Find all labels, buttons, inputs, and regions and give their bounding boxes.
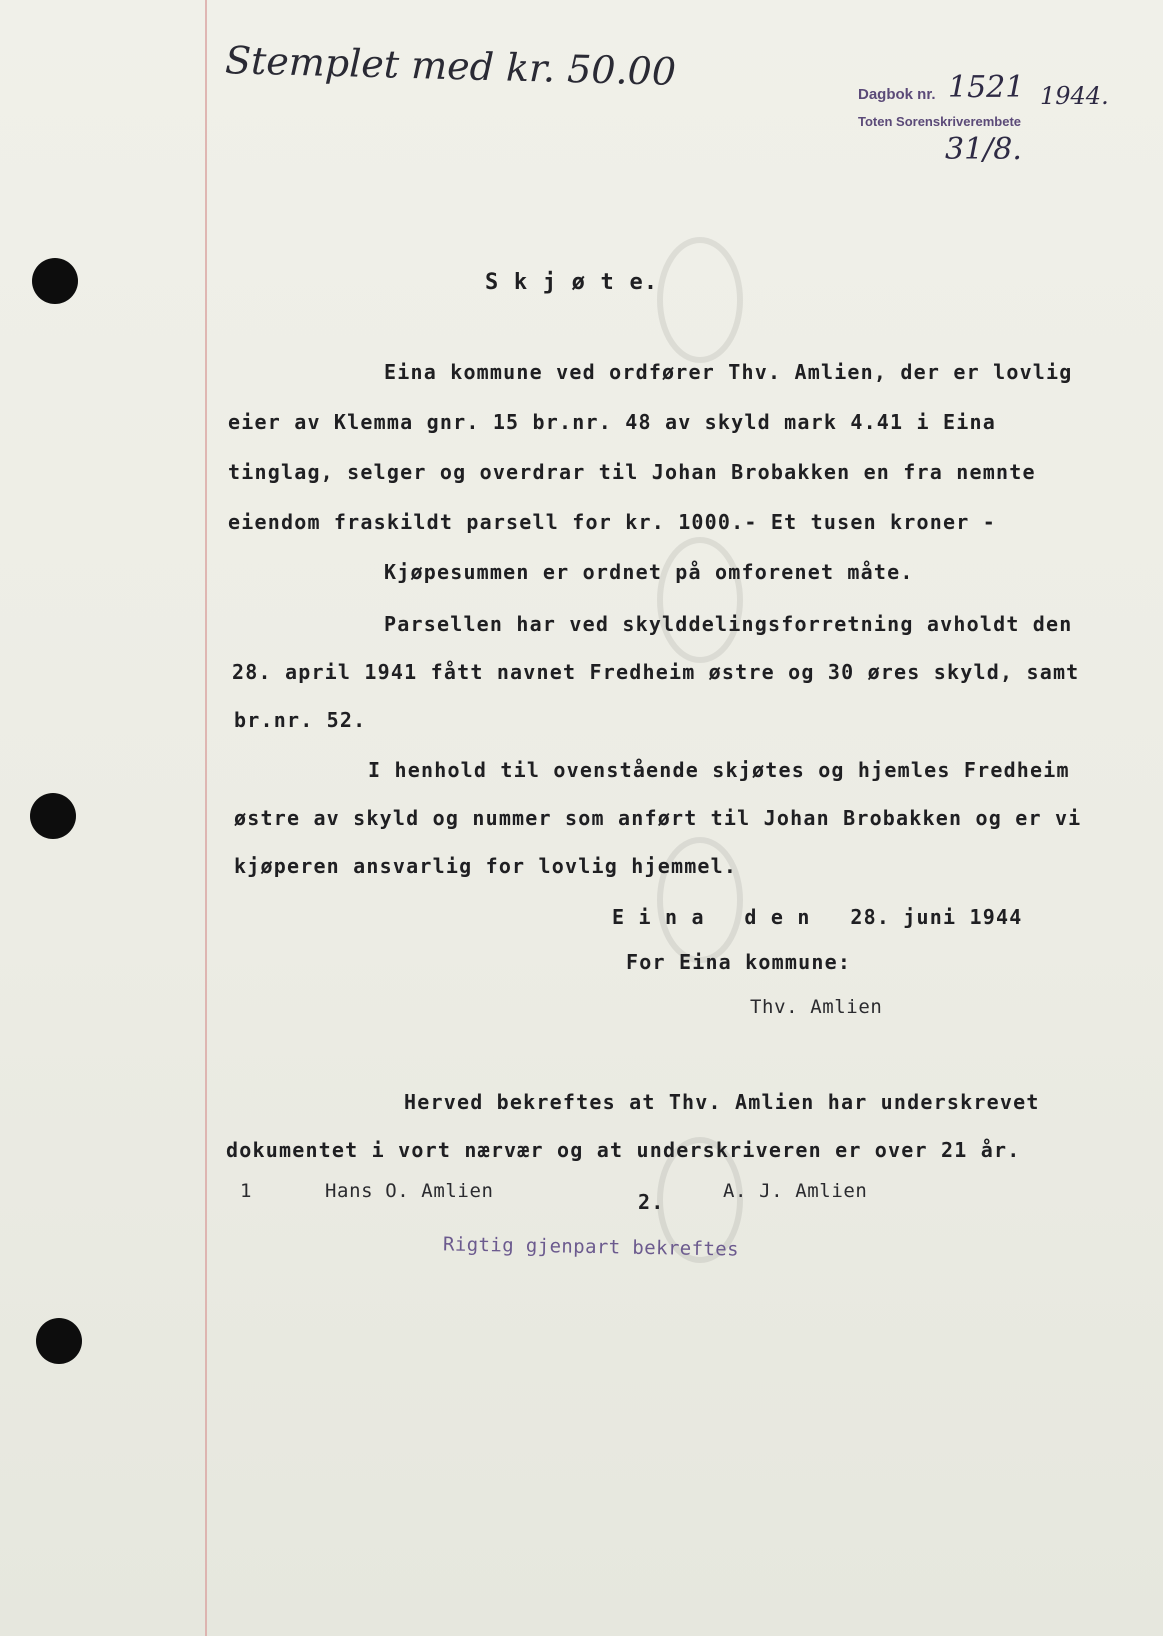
punch-hole bbox=[36, 1318, 82, 1364]
signatory: Thv. Amlien bbox=[750, 996, 883, 1018]
document-title: S k j ø t e. bbox=[485, 270, 659, 295]
body-line: Eina kommune ved ordfører Thv. Amlien, der er lovlig bbox=[384, 360, 1073, 384]
witness-1-name: Hans O. Amlien bbox=[325, 1180, 494, 1202]
stamp-diary-label: Dagbok nr. bbox=[858, 86, 936, 103]
witness-1-number: 1 bbox=[240, 1180, 253, 1202]
faint-watermark bbox=[640, 180, 760, 1580]
witness-2-name: A. J. Amlien bbox=[723, 1180, 868, 1202]
witness-2-number: 2. bbox=[638, 1190, 665, 1214]
for-line: For Eina kommune: bbox=[626, 950, 852, 974]
body-line: I henhold til ovenstående skjøtes og hjemles Fredheim bbox=[368, 758, 1070, 782]
body-line: eiendom fraskildt parsell for kr. 1000.- Et tusen kroner - bbox=[228, 510, 996, 534]
handwritten-stamp-note: Stemplet med kr. 50.00 bbox=[224, 38, 677, 94]
attest-line: dokumentet i vort nærvær og at underskriveren er over 21 år. bbox=[226, 1138, 1021, 1162]
punch-hole bbox=[32, 258, 78, 304]
body-line: kjøperen ansvarlig for lovlig hjemmel. bbox=[234, 854, 738, 878]
stamp-date: 31/8. bbox=[945, 132, 1022, 167]
punch-hole bbox=[30, 793, 76, 839]
body-line: Parsellen har ved skylddelingsforretning avholdt den bbox=[384, 612, 1073, 636]
certified-copy-stamp: Rigtig gjenpart bekreftes bbox=[442, 1233, 740, 1261]
body-line: tinglag, selger og overdrar til Johan Brobakken en fra nemnte bbox=[228, 460, 1036, 484]
stamp-office: Toten Sorenskriverembete bbox=[858, 114, 1022, 129]
margin-line bbox=[205, 0, 207, 1636]
body-line: Kjøpesummen er ordnet på omforenet måte. bbox=[384, 560, 914, 584]
stamp-diary-number: 1521 bbox=[948, 70, 1025, 105]
place-date: E i n a d e n 28. juni 1944 bbox=[612, 905, 1023, 929]
body-line: østre av skyld og nummer som anført til Johan Brobakken og er vi bbox=[234, 806, 1082, 830]
body-line: 28. april 1941 fått navnet Fredheim østre og 30 øres skyld, samt bbox=[232, 660, 1080, 684]
body-line: br.nr. 52. bbox=[234, 708, 367, 732]
stamp-diary-year: 1944. bbox=[1040, 82, 1109, 110]
attest-line: Herved bekreftes at Thv. Amlien har underskrevet bbox=[404, 1090, 1040, 1114]
body-line: eier av Klemma gnr. 15 br.nr. 48 av skyld mark 4.41 i Eina bbox=[228, 410, 996, 434]
